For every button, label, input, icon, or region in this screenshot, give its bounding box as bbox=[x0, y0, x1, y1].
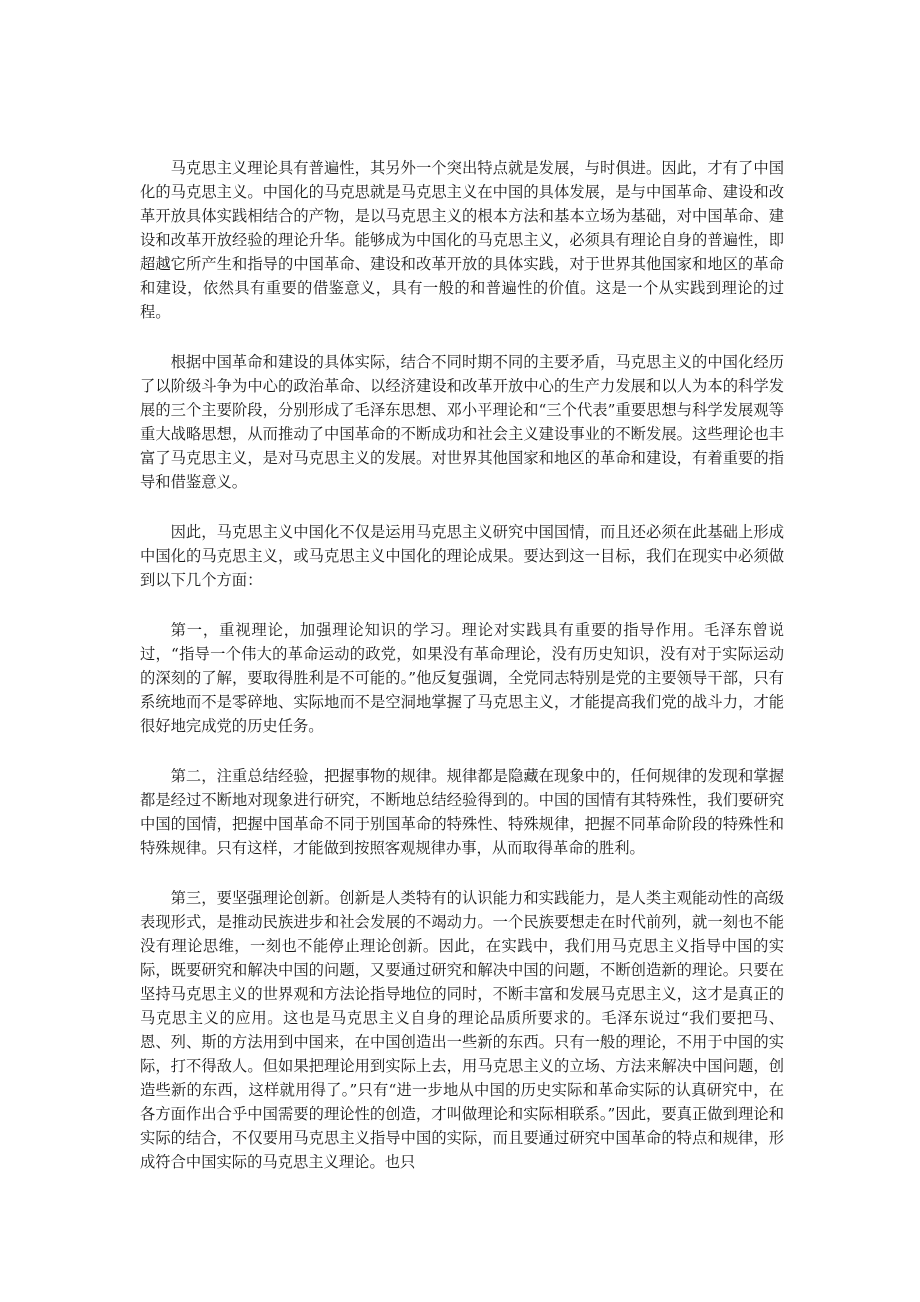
paragraph-point-one-theory: 第一，重视理论，加强理论知识的学习。理论对实践具有重要的指导作用。毛泽东曾说过，“指导一个伟大的革命运动的政党，如果没有革命理论，没有历史知识，没有对于实际运动的深刻的了解，要取得胜利是不可能的。”他反复强调，全党同志特别是党的主要领导干部，只有系统地而不是零碎地、实际地而不是空洞地掌握了马克思主义，才能提高我们党的战斗力，才能很好地完成党的历史任务。 bbox=[140, 621, 784, 735]
paragraph-intro-universality: 马克思主义理论具有普遍性，其另外一个突出特点就是发展，与时俱进。因此，才有了中国化的马克思主义。中国化的马克思就是马克思主义在中国的具体发展，是与中国革命、建设和改革开放具体实践相结合的产物，是以马克思主义的根本方法和基本立场为基础，对中国革命、建设和改革开放经验的理论升华。能够成为中国化的马克思主义，必须具有理论自身的普遍性，即超越它所产生和指导的中国革命、建设和改革开放的具体实践，对于世界其他国家和地区的革命和建设，依然具有重要的借鉴意义，具有一般的和普遍性的价值。这是一个从实践到理论的过程。 bbox=[140, 159, 784, 321]
document-body bbox=[140, 156, 784, 1174]
paragraph-point-three-innovation: 第三，要坚强理论创新。创新是人类特有的认识能力和实践能力，是人类主观能动性的高级表现形式，是推动民族进步和社会发展的不竭动力。一个民族要想走在时代前列，就一刻也不能没有理论思维，一刻也不能停止理论创新。因此，在实践中，我们用马克思主义指导中国的实际，既要研究和解决中国的问题，又要通过研究和解决中国的问题，不断创造新的理论。只要在坚持马克思主义的世界观和方法论指导地位的同时，不断丰富和发展马克思主义，这才是真正的马克思主义的应用。这也是马克思主义自身的理论品质所要求的。毛泽东说过“我们要把马、恩、列、斯的方法用到中国来，在中国创造出一些新的东西。只有一般的理论，不用于中国的实际，打不得敌人。但如果把理论用到实际上去，用马克思主义的立场、方法来解决中国问题，创造些新的东西，这样就用得了。”只有“进一步地从中国的历史实际和革命实际的认真研究中，在各方面作出合乎中国需要的理论性的创造，才叫做理论和实际相联系。”因此，要真正做到理论和实际的结合，不仅要用马克思主义指导中国的实际，而且要通过研究中国革命的特点和规律，形成符合中国实际的马克思主义理论。也只 bbox=[140, 889, 784, 1171]
paragraph-requirements-intro: 因此，马克思主义中国化不仅是运用马克思主义研究中国国情，而且还必须在此基础上形成中国化的马克思主义，或马克思主义中国化的理论成果。要达到这一目标，我们在现实中必须做到以下几个方面： bbox=[140, 523, 784, 589]
paragraph-historical-stages: 根据中国革命和建设的具体实际，结合不同时期不同的主要矛盾，马克思主义的中国化经历了以阶级斗争为中心的政治革命、以经济建设和改革开放中心的生产力发展和以人为本的科学发展的三个主要阶段，分别形成了毛泽东思想、邓小平理论和“三个代表”重要思想与科学发展观等重大战略思想，从而推动了中国革命的不断成功和社会主义建设事业的不断发展。这些理论也丰富了马克思主义，是对马克思主义的发展。对世界其他国家和地区的革命和建设，有着重要的指导和借鉴意义。 bbox=[140, 353, 784, 491]
paragraph-point-two-experience: 第二，注重总结经验，把握事物的规律。规律都是隐藏在现象中的，任何规律的发现和掌握都是经过不断地对现象进行研究，不断地总结经验得到的。中国的国情有其特殊性，我们要研究中国的国情，把握中国革命不同于别国革命的特殊性、特殊规律，把握不同革命阶段的特殊性和特殊规律。只有这样，才能做到按照客观规律办事，从而取得革命的胜利。 bbox=[140, 767, 784, 857]
